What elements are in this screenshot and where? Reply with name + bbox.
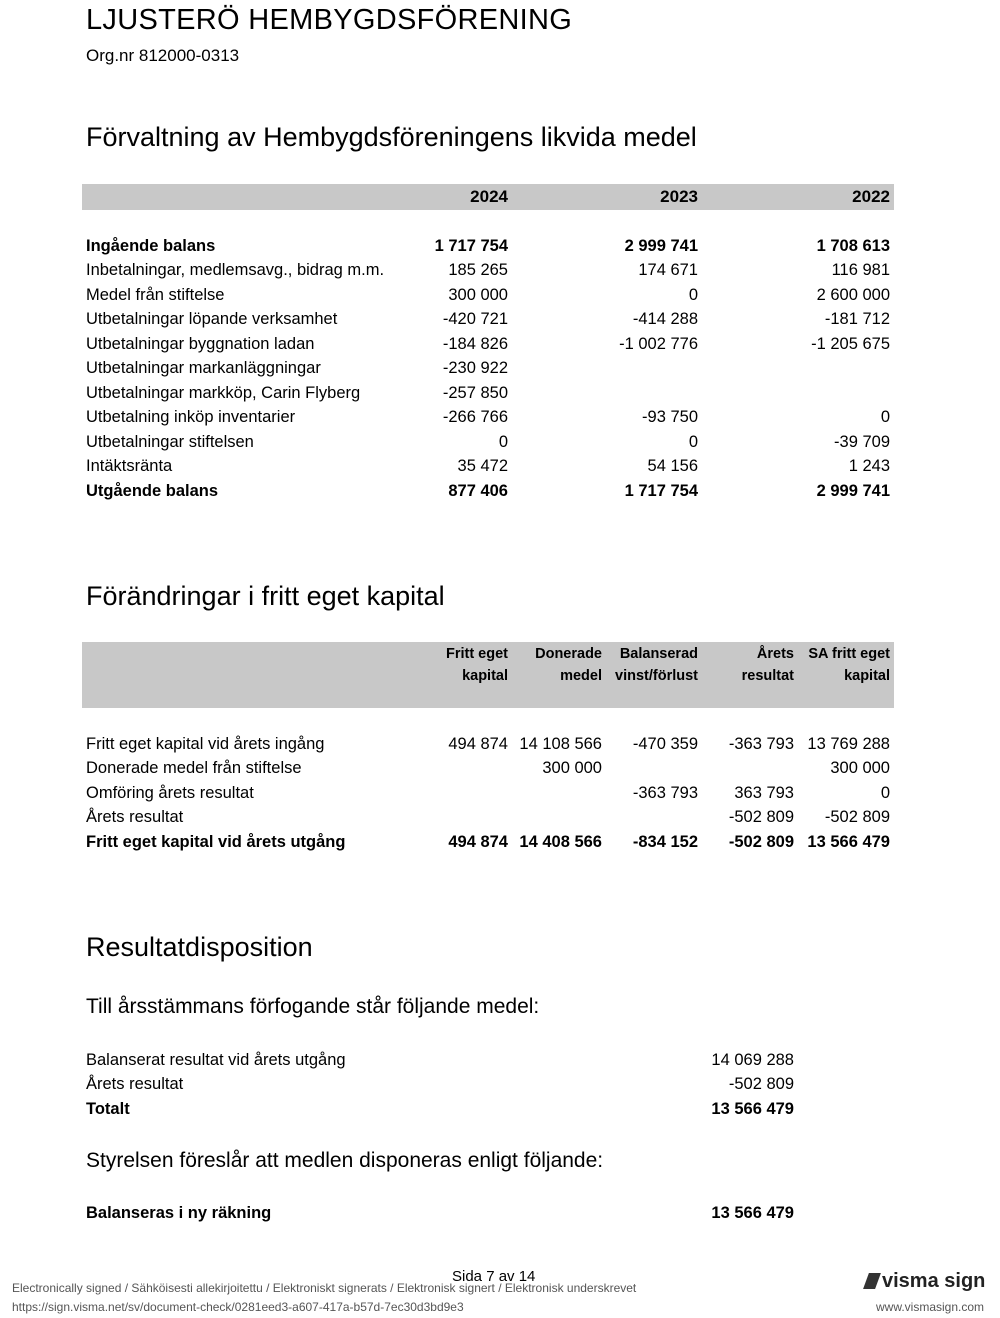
row-label: Intäktsränta [86,457,173,475]
column-header [615,643,698,687]
cell-value: -502 809 [728,808,794,826]
row-label: Årets resultat [86,808,184,826]
column-header-line1: Donerade [535,646,602,662]
column-header-line2: resultat [741,668,794,684]
row-label: Utbetalningar löpande verksamhet [86,310,338,328]
column-header [742,643,794,687]
cell-value: 1 717 754 [434,237,508,255]
table-row [0,384,1000,408]
table-row [0,433,1000,457]
table-row [0,1075,1000,1099]
cell-value: 0 [498,433,508,451]
organization-number: Org.nr 812000-0313 [86,46,240,65]
cell-value: 174 671 [638,261,698,279]
column-header-line1: SA fritt eget [808,646,890,662]
row-label: Utgående balans [86,482,219,500]
cell-value: 1 708 613 [816,237,890,255]
cell-value: 13 566 479 [711,1100,794,1118]
table-row [0,408,1000,432]
column-header-line1: Fritt eget [445,646,508,662]
organization-title: LJUSTERÖ HEMBYGDSFÖRENING [86,4,573,36]
row-label: Utbetalningar stiftelsen [86,433,254,451]
year-2024: 2024 [470,187,508,206]
cell-value: -502 809 [728,833,794,851]
section-title-result-disposition: Resultatdisposition [86,932,313,962]
table-row [0,310,1000,334]
cell-value: 877 406 [448,482,508,500]
cell-value: -1 002 776 [619,335,698,353]
row-label: Utbetalningar byggnation ladan [86,335,315,353]
cell-value: -266 766 [442,408,508,426]
year-2023: 2023 [660,187,698,206]
proposal-row [0,1204,1000,1228]
column-header-line1: Årets [756,646,794,662]
brand-name: visma sign [882,1270,986,1292]
table-row [0,335,1000,359]
year-header-row [0,187,1000,211]
page-number: Sida 7 av 14 [452,1268,536,1285]
disposition-subtitle-available: Till årsstämmans förfogande står följande medel: [86,995,540,1018]
row-label: Årets resultat [86,1075,184,1093]
row-label: Balanserat resultat vid årets utgång [86,1051,346,1069]
cell-value: 0 [688,433,698,451]
cell-value: 1 717 754 [624,482,698,500]
cell-value: 54 156 [647,457,698,475]
cell-value: -420 721 [442,310,508,328]
row-label: Fritt eget kapital vid årets utgång [86,833,346,851]
section-title-equity-changes: Förändringar i fritt eget kapital [86,581,445,611]
column-header-line1: Balanserad [619,646,698,662]
brand-website-link[interactable]: www.vismasign.com [876,1300,985,1314]
cell-value: 14 069 288 [711,1051,794,1069]
cell-value: -502 809 [824,808,890,826]
column-header-line2: kapital [844,668,890,684]
visma-logo-icon [863,1273,881,1289]
column-header [535,643,602,687]
row-label: Omföring årets resultat [86,784,254,802]
column-header [808,643,890,687]
table-row [0,808,1000,832]
cell-value: 300 000 [830,759,890,777]
row-label: Utbetalningar markköp, Carin Flyberg [86,384,361,402]
table-row [0,482,1000,506]
column-header [446,643,508,687]
cell-value: -93 750 [642,408,698,426]
table-row [0,457,1000,481]
table-row [0,286,1000,310]
row-label: Fritt eget kapital vid årets ingång [86,735,325,753]
row-label: Medel från stiftelse [86,286,225,304]
cell-value: 2 600 000 [816,286,890,304]
table-row [0,833,1000,857]
cell-value: 0 [880,784,890,802]
cell-value: 13 769 288 [807,735,890,753]
visma-sign-logo [866,1270,985,1293]
cell-value: 494 874 [448,735,508,753]
cell-value: 300 000 [448,286,508,304]
cell-value: 494 874 [448,833,508,851]
cell-value: -230 922 [442,359,508,377]
column-header-line2: vinst/förlust [615,668,698,684]
cell-value: -363 793 [632,784,698,802]
cell-value: -363 793 [728,735,794,753]
cell-value: 0 [688,286,698,304]
table-row [0,261,1000,285]
cell-value: 185 265 [448,261,508,279]
row-label: Donerade medel från stiftelse [86,759,302,777]
proposal-label: Balanseras i ny räkning [86,1204,272,1222]
cell-value: 2 999 741 [624,237,698,255]
cell-value: 1 243 [848,457,890,475]
cell-value: -257 850 [442,384,508,402]
column-header-line2: kapital [462,668,508,684]
row-label: Ingående balans [86,237,216,255]
table-row [0,1051,1000,1075]
table-row [0,759,1000,783]
cell-value: 35 472 [457,457,508,475]
proposal-value: 13 566 479 [711,1204,794,1222]
table-row [0,735,1000,759]
cell-value: -1 205 675 [811,335,890,353]
row-label: Utbetalningar markanläggningar [86,359,321,377]
cell-value: 300 000 [542,759,602,777]
table-row [0,784,1000,808]
cell-value: -834 152 [632,833,698,851]
cell-value: -502 809 [728,1075,794,1093]
cell-value: -181 712 [824,310,890,328]
cell-value: 13 566 479 [807,833,890,851]
row-label: Totalt [86,1100,130,1118]
section-title-liquid-funds: Förvaltning av Hembygdsföreningens likvida medel [86,122,697,152]
cell-value: -414 288 [632,310,698,328]
disposition-subtitle-proposal: Styrelsen föreslår att medlen disponeras enligt följande: [86,1149,604,1172]
cell-value: 0 [880,408,890,426]
table-row [0,237,1000,261]
cell-value: -470 359 [632,735,698,753]
document-check-link[interactable]: https://sign.visma.net/sv/document-check/0281eed3-a607-417a-b57d-7ec30d3bd9e3 [12,1300,464,1314]
cell-value: 116 981 [831,261,890,279]
column-header-line2: medel [560,668,602,684]
cell-value: -184 826 [442,335,508,353]
cell-value: 14 408 566 [519,833,602,851]
signature-notice: Electronically signed / Sähköisesti allekirjoitettu / Elektroniskt signerats / Elektronisk signert / Elektronisk underskrevet [12,1281,637,1295]
cell-value: 14 108 566 [519,735,602,753]
cell-value: 363 793 [734,784,794,802]
row-label: Utbetalning inköp inventarier [86,408,296,426]
table-row [0,1100,1000,1124]
table-row [0,359,1000,383]
cell-value: -39 709 [834,433,890,451]
row-label: Inbetalningar, medlemsavg., bidrag m.m. [86,261,385,279]
year-2022: 2022 [852,187,890,206]
cell-value: 2 999 741 [816,482,890,500]
